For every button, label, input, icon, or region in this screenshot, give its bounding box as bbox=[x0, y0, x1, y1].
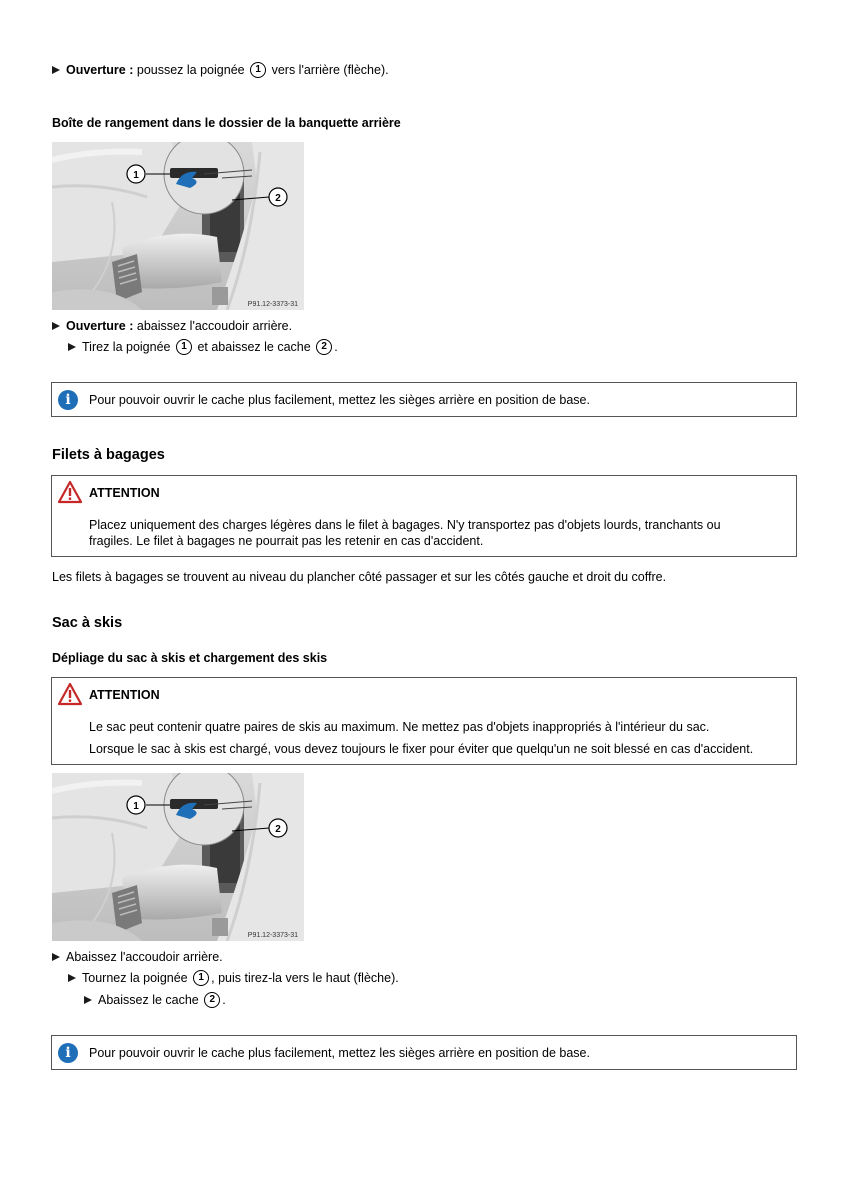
step-lower-armrest: Abaissez l'accoudoir arrière. bbox=[52, 949, 223, 965]
triangle-bullet-icon bbox=[68, 974, 76, 982]
triangle-bullet-icon bbox=[68, 343, 76, 351]
step-turn-handle: Tournez la poignée 1 , puis tirez-la vers le haut (flèche). bbox=[68, 970, 399, 986]
body-text: Les filets à bagages se trouvent au niveau du plancher côté passager et sur les côtés gauche et droit du coffre. bbox=[52, 570, 667, 584]
step-open-armrest: Ouverture : abaissez l'accoudoir arrière. bbox=[52, 318, 292, 334]
step-open-push: Ouverture : poussez la poignée 1 vers l'arrière (flèche). bbox=[52, 62, 389, 78]
figure-code: P91.12-3373-31 bbox=[247, 301, 298, 308]
warning-text: Le sac peut contenir quatre paires de skis au maximum. Ne mettez pas d'objets inappropriés à l'intérieur du sac. bbox=[89, 720, 710, 734]
figure-callout-1: 1 bbox=[133, 170, 139, 181]
figure-ski-bag bbox=[52, 773, 304, 941]
figure-callout-2: 2 bbox=[275, 824, 281, 835]
step-lower-cover: Abaissez le cache 2 . bbox=[84, 992, 226, 1008]
triangle-bullet-icon bbox=[52, 322, 60, 330]
figure-storage-box bbox=[52, 142, 304, 310]
warning-title: ATTENTION bbox=[89, 486, 160, 500]
triangle-bullet-icon bbox=[52, 66, 60, 74]
section-heading: Sac à skis bbox=[52, 615, 123, 631]
step-pull-handle: Tirez la poignée 1 et abaissez le cache 2 . bbox=[68, 339, 338, 355]
section-subheading: Dépliage du sac à skis et chargement des skis bbox=[52, 651, 328, 665]
warning-box bbox=[51, 475, 797, 557]
callout-number: 1 bbox=[193, 970, 209, 986]
info-icon: i bbox=[58, 1043, 78, 1063]
callout-number: 2 bbox=[316, 339, 332, 355]
info-box: i Pour pouvoir ouvrir le cache plus facilement, mettez les sièges arrière en position de base. bbox=[51, 1035, 797, 1070]
info-box: i Pour pouvoir ouvrir le cache plus facilement, mettez les sièges arrière en position de base. bbox=[51, 382, 797, 417]
figure-code: P91.12-3373-31 bbox=[247, 932, 298, 939]
illustration-image bbox=[52, 773, 304, 941]
warning-triangle-icon bbox=[57, 682, 83, 706]
warning-title: ATTENTION bbox=[89, 688, 160, 702]
triangle-bullet-icon bbox=[84, 996, 92, 1004]
triangle-bullet-icon bbox=[52, 953, 60, 961]
warning-triangle-icon bbox=[57, 480, 83, 504]
warning-text: Placez uniquement des charges légères dans le filet à bagages. N'y transportez pas d'objets lourds, tranchants ou fragiles. Le filet à bagages ne pourrait pas les retenir en cas d'accident. bbox=[89, 518, 721, 548]
figure-callout-2: 2 bbox=[275, 193, 281, 204]
section-subheading: Boîte de rangement dans le dossier de la banquette arrière bbox=[52, 116, 401, 130]
warning-text: Lorsque le sac à skis est chargé, vous devez toujours le fixer pour éviter que quelqu'un ne soit blessé en cas d'accident. bbox=[89, 742, 754, 756]
info-icon: i bbox=[58, 390, 78, 410]
warning-box bbox=[51, 677, 797, 765]
figure-callout-1: 1 bbox=[133, 801, 139, 812]
callout-number: 2 bbox=[204, 992, 220, 1008]
callout-number: 1 bbox=[176, 339, 192, 355]
illustration-image bbox=[52, 142, 304, 310]
callout-number: 1 bbox=[250, 62, 266, 78]
section-heading: Filets à bagages bbox=[52, 447, 165, 463]
